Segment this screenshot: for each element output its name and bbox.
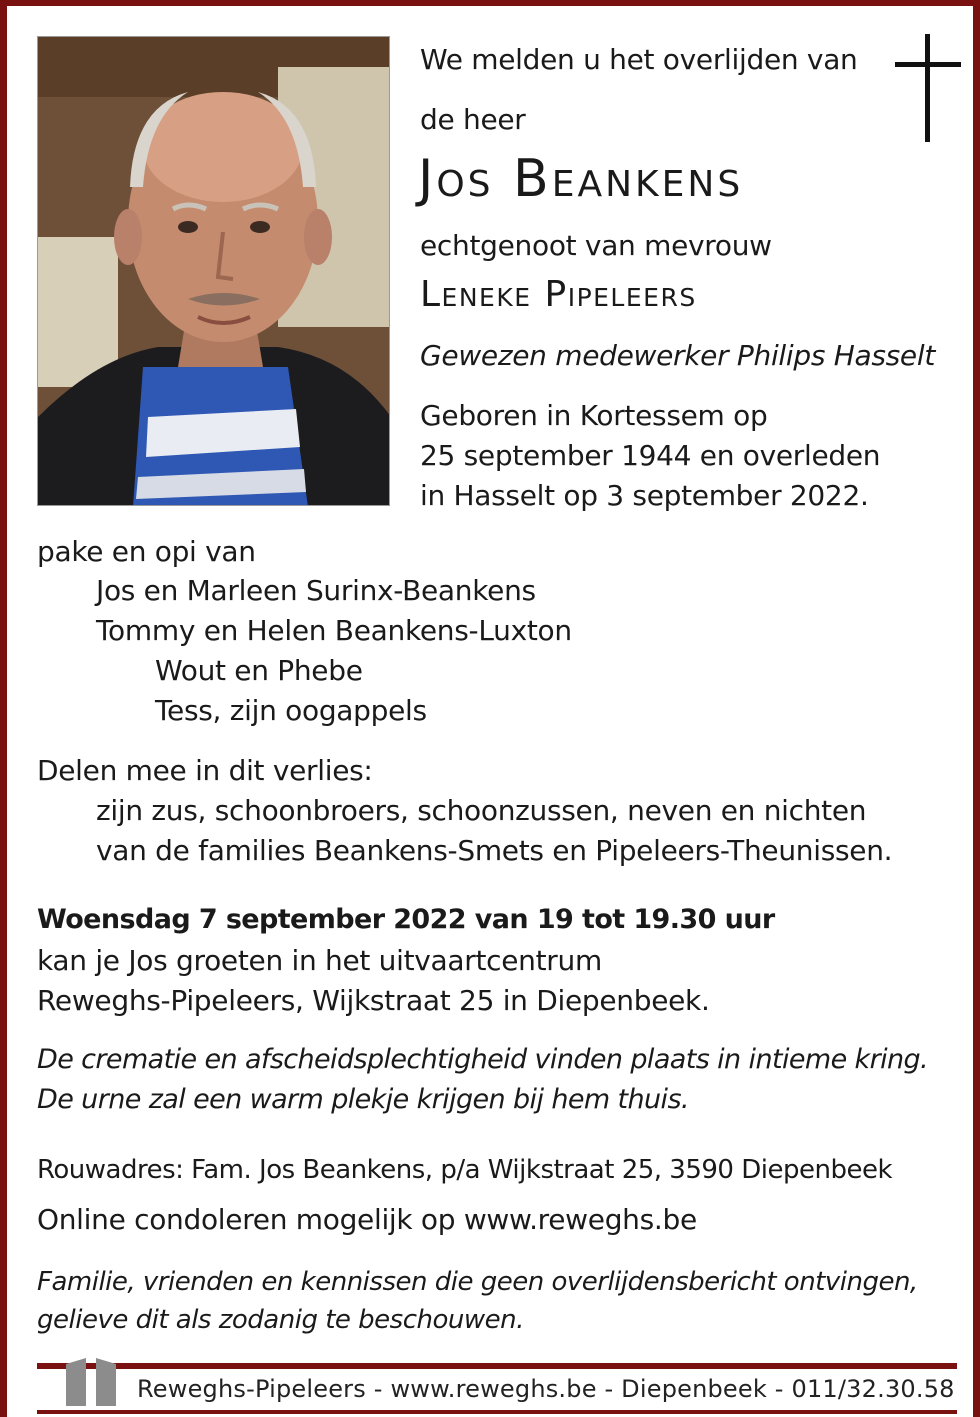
online-condolences: Online condoleren mogelijk op www.reweghs.be <box>37 1203 697 1236</box>
spouse-name: Leneke Pipeleers <box>420 274 697 315</box>
spouse-intro: echtgenoot van mevrouw <box>420 229 772 262</box>
visit-line-1: kan je Jos groeten in het uitvaartcentrum <box>37 944 602 977</box>
funeral-home-logo-icon <box>62 1354 122 1410</box>
grandchild-2: Tess, zijn oogappels <box>155 694 427 727</box>
footer-contact: Reweghs-Pipeleers - www.reweghs.be - Diepenbeek - 011/32.30.58 <box>137 1375 955 1403</box>
title-prefix: de heer <box>420 103 526 136</box>
birth-line-3: in Hasselt op 3 september 2022. <box>420 479 869 512</box>
cross-icon <box>895 34 961 144</box>
birth-line-1: Geboren in Kortessem op <box>420 399 768 432</box>
share-intro: Delen mee in dit verlies: <box>37 754 373 787</box>
occupation: Gewezen medewerker Philips Hasselt <box>420 339 936 372</box>
visit-line-2: Reweghs-Pipeleers, Wijkstraat 25 in Diepenbeek. <box>37 984 710 1017</box>
cremation-line-1: De crematie en afscheidsplechtigheid vinden plaats in intieme kring. <box>37 1044 929 1075</box>
share-line-1: zijn zus, schoonbroers, schoonzussen, neven en nichten <box>96 794 867 827</box>
intro-text: We melden u het overlijden van <box>420 43 858 76</box>
share-line-2: van de families Beankens-Smets en Pipeleers-Theunissen. <box>96 834 893 867</box>
footer-top-rule <box>37 1363 957 1369</box>
family-intro: pake en opi van <box>37 535 256 568</box>
child-2: Tommy en Helen Beankens-Luxton <box>96 614 572 647</box>
closing-line-2: gelieve dit als zodanig te beschouwen. <box>37 1305 524 1335</box>
child-1: Jos en Marleen Surinx-Beankens <box>96 574 536 607</box>
footer-bottom-rule <box>37 1410 957 1414</box>
cremation-line-2: De urne zal een warm plekje krijgen bij hem thuis. <box>37 1084 689 1115</box>
birth-line-2: 25 september 1944 en overleden <box>420 439 881 472</box>
portrait-illustration <box>38 37 390 506</box>
closing-line-1: Familie, vrienden en kennissen die geen overlijdensbericht ontvingen, <box>37 1267 918 1297</box>
deceased-name: Jos Beankens <box>418 149 744 209</box>
mourning-address: Rouwadres: Fam. Jos Beankens, p/a Wijkstraat 25, 3590 Diepenbeek <box>37 1155 893 1185</box>
visit-date: Woensdag 7 september 2022 van 19 tot 19.30 uur <box>37 904 775 935</box>
portrait-photo <box>37 36 390 506</box>
grandchild-1: Wout en Phebe <box>155 654 363 687</box>
